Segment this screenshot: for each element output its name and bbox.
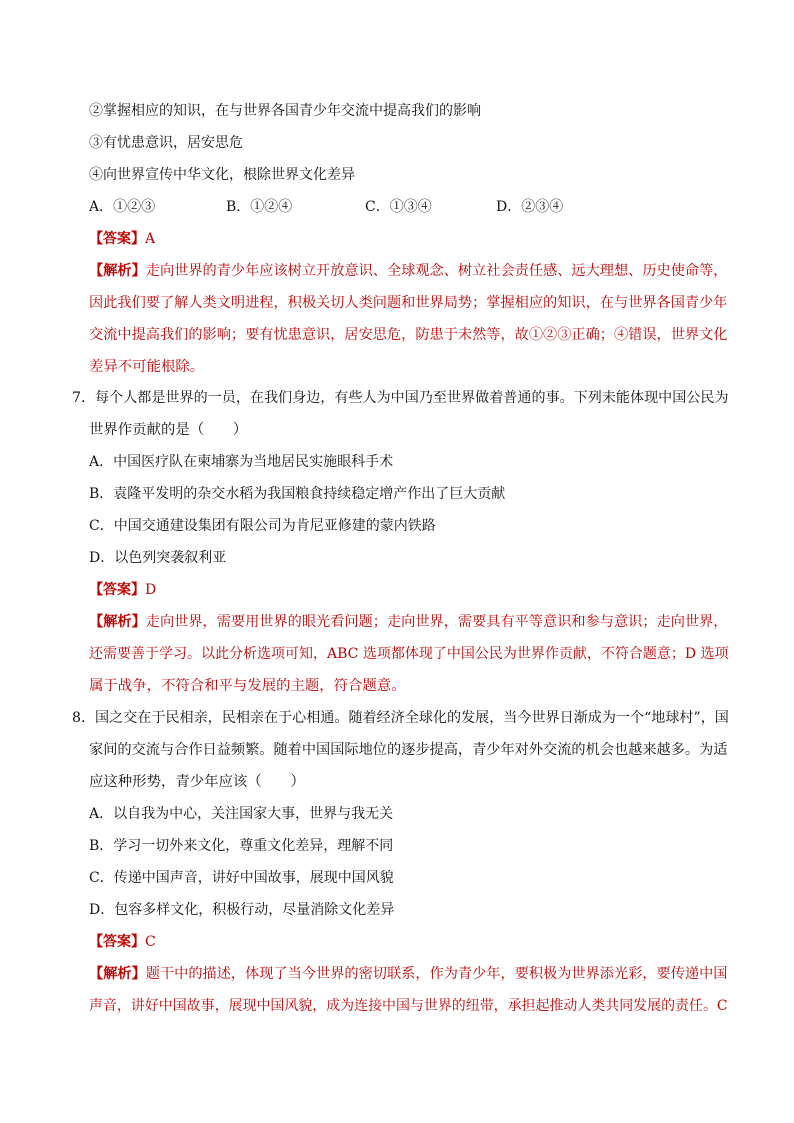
q6-analysis-line-2: 因此我们要了解人类文明进程，积极关切人类问题和世界局势；掌握相应的知识，在与世界各国青少年: [89, 295, 728, 311]
q8-option-d: D．包容多样文化，积极行动，尽量消除文化差异: [89, 902, 395, 918]
q6-item-3: ③有忧患意识，居安思危: [89, 135, 243, 151]
q8-stem-line-2: 家间的交流与合作日益频繁。随着中国国际地位的逐步提高，青少年对外交流的机会也越来越多。为适: [89, 742, 728, 758]
q7-analysis-tag: 【解析】: [89, 614, 146, 630]
q6-item-2: ②掌握相应的知识，在与世界各国青少年交流中提高我们的影响: [89, 103, 481, 119]
q8-analysis-text: 题干中的描述，体现了当今世界的密切联系，作为青少年，要积极为世界添光彩，要传递中国: [145, 966, 728, 982]
q8-stem-line-1: 8．国之交在于民相亲，民相亲在于心相通。随着经济全球化的发展，当今世界日渐成为一个“地球村”，国: [72, 710, 729, 726]
q6-analysis-line-4: 差异不可能根除。: [89, 359, 205, 375]
q7-analysis-line-3: 属于战争，不符合和平与发展的主题，符合题意。: [89, 678, 406, 694]
q6-option-d: D．②③④: [496, 199, 564, 215]
q6-option-b: B．①②④: [226, 199, 293, 215]
q8-option-a: A．以自我为中心，关注国家大事，世界与我无关: [89, 806, 394, 822]
q6-analysis-text: 走向世界的青少年应该树立开放意识、全球观念、树立社会责任感、远大理想、历史使命等，: [145, 263, 728, 279]
q8-analysis-line-1: [89, 964, 727, 984]
q8-answer-tag: 【答案】: [89, 934, 145, 950]
q7-stem-line-2: 世界作贡献的是（ ）: [89, 422, 248, 438]
q6-answer: [89, 229, 155, 249]
q7-answer-tag: 【答案】: [89, 582, 145, 598]
q7-answer-value: D: [145, 582, 157, 598]
q6-item-4: ④向世界宣传中华文化，根除世界文化差异: [89, 167, 355, 183]
q8-option-b: B．学习一切外来文化，尊重文化差异，理解不同: [89, 838, 394, 854]
q7-answer: [89, 580, 156, 600]
q7-option-b: B．袁隆平发明的杂交水稻为我国粮食持续稳定增产作出了巨大贡献: [89, 486, 506, 502]
q7-analysis-line-1: [89, 612, 727, 632]
q6-answer-tag: 【答案】: [89, 231, 145, 247]
q7-option-c: C．中国交通建设集团有限公司为肯尼亚修建的蒙内铁路: [89, 518, 436, 534]
q8-analysis-tag: 【解析】: [89, 966, 146, 982]
q8-answer-value: C: [145, 934, 156, 950]
q6-answer-value: A: [145, 231, 156, 247]
q7-option-d: D．以色列突袭叙利亚: [89, 550, 227, 566]
q6-analysis-line-3: 交流中提高我们的影响；要有忧患意识，居安思危，防患于未然等，故①②③正确；④错误，世界文化: [89, 327, 728, 343]
q8-option-c: C．传递中国声音，讲好中国故事，展现中国风貌: [89, 870, 394, 886]
q7-stem-line-1: 7．每个人都是世界的一员，在我们身边，有些人为中国乃至世界做着普通的事。下列未能体现中国公民为: [72, 390, 729, 406]
q6-analysis-line-1: [89, 261, 727, 281]
q6-option-a: A．①②③: [89, 199, 156, 215]
q7-analysis-text: 走向世界，需要用世界的眼光看问题；走向世界，需要具有平等意识和参与意识；走向世界，: [145, 614, 728, 630]
q7-option-a: A．中国医疗队在柬埔寨为当地居民实施眼科手术: [89, 454, 394, 470]
q8-answer: [89, 932, 156, 952]
q8-stem-line-3: 应这种形势，青少年应该（ ）: [89, 774, 305, 790]
q6-analysis-tag: 【解析】: [89, 263, 146, 279]
q6-option-c: C．①③④: [365, 199, 432, 215]
q8-analysis-line-2: 声音，讲好中国故事，展现中国风貌，成为连接中国与世界的纽带，承担起推动人类共同发展的责任。C: [89, 998, 728, 1014]
q7-analysis-line-2: 还需要善于学习。以此分析选项可知，ABC 选项都体现了中国公民为世界作贡献，不符合题意；D 选项: [89, 646, 729, 662]
